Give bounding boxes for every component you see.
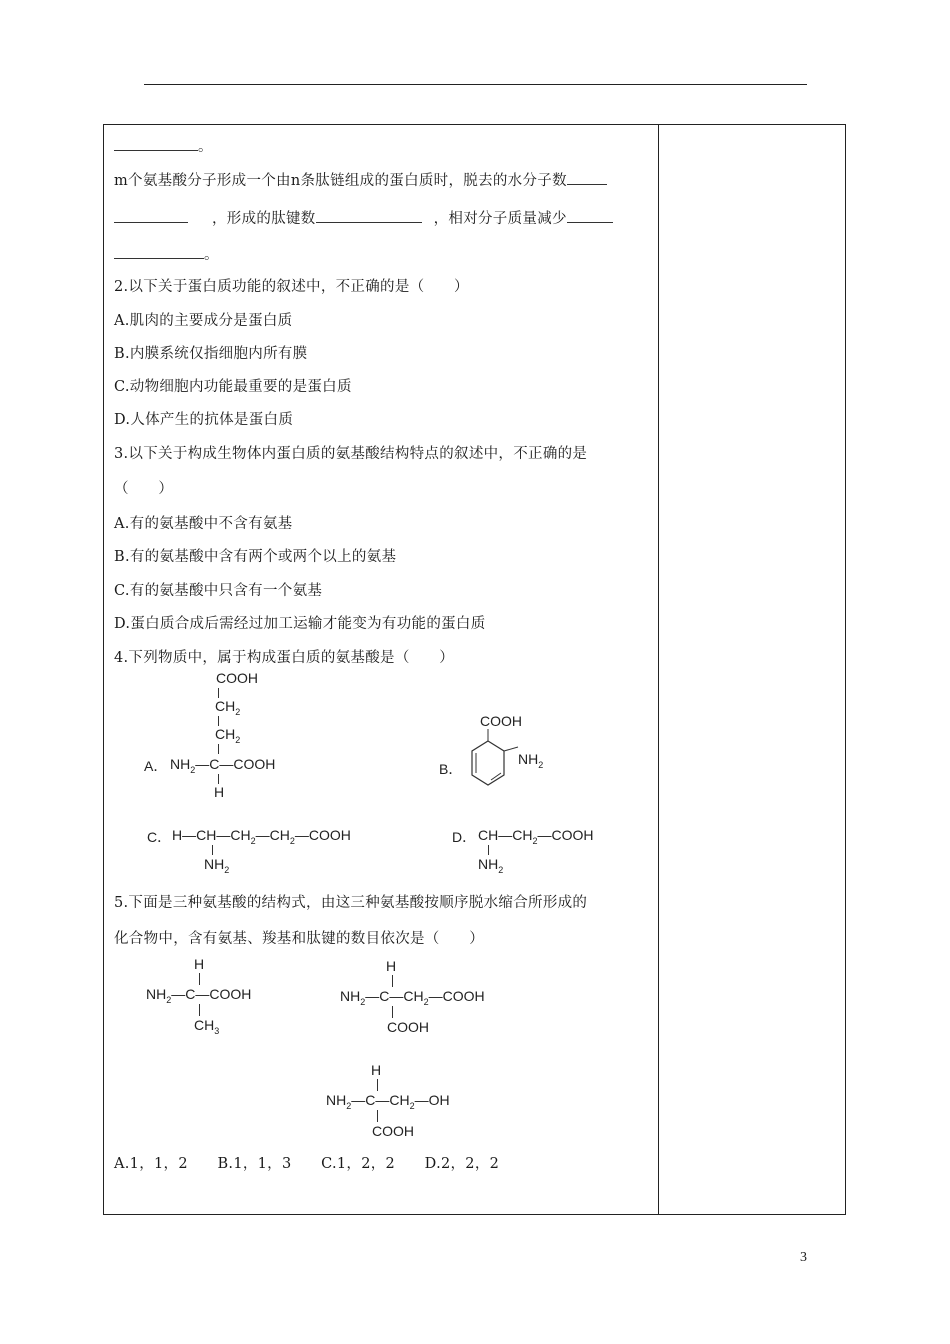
worksheet-table — [103, 124, 846, 1215]
struct-c-chain: $H—CH—CH_2—CH_2—COOH$ — [172, 827, 351, 846]
q2-option-a: A.肌肉的主要成分是蛋白质 — [114, 313, 293, 329]
bond — [377, 1079, 378, 1091]
aa2-main: $NH_2—C—CH_2—COOH$ — [340, 988, 485, 1007]
q2-stem: 2.以下关于蛋白质功能的叙述中，不正确的是（ ） — [114, 279, 469, 295]
struct-a-nh2: $NH_2—C—COOH$ — [170, 756, 276, 775]
struct-a-h: H — [214, 784, 225, 800]
q1-line4-end: 。 — [204, 247, 219, 263]
header-rule — [144, 84, 807, 85]
struct-a-ch2-upper: $CH_2$ — [215, 698, 241, 717]
aa2-h: H — [386, 958, 397, 974]
struct-a-ch2-lower: $CH_2$ — [215, 726, 241, 745]
q5-stem-cont: 化合物中，含有氨基、羧基和肽键的数目依次是（ ） — [114, 931, 484, 947]
answer-blank — [114, 136, 198, 151]
q1-line3 — [114, 207, 613, 228]
q1-line1 — [114, 135, 213, 156]
q1-line3-text-a: ，形成的肽键数 — [212, 211, 316, 227]
page-number: 3 — [800, 1250, 807, 1265]
answer-blank — [114, 208, 188, 223]
struct-b-nh2: $NH_2$ — [518, 751, 544, 770]
struct-c-label: C． — [147, 829, 172, 845]
aa3-h: H — [371, 1062, 382, 1078]
bond — [377, 1110, 378, 1122]
bond — [392, 975, 393, 987]
q3-option-d: D.蛋白质合成后需经过加工运输才能变为有功能的蛋白质 — [114, 616, 486, 632]
q1-line3-text-b: ，相对分子质量减少 — [433, 211, 567, 227]
q3-stem: 3.以下关于构成生物体内蛋白质的氨基酸结构特点的叙述中，不正确的是 — [114, 446, 588, 462]
q1-line4 — [114, 243, 219, 264]
bond — [212, 845, 213, 855]
column-divider — [658, 125, 659, 1214]
struct-a-label: A． — [144, 758, 168, 774]
answer-blank — [567, 208, 613, 223]
q1-line2-text: m个氨基酸分子形成一个由n条肽链组成的蛋白质时，脱去的水分子数 — [114, 173, 567, 189]
aa1-main: $NH_2—C—COOH$ — [146, 986, 252, 1005]
struct-d-nh2: $NH_2$ — [478, 856, 504, 875]
q3-option-a: A.有的氨基酸中不含有氨基 — [114, 516, 293, 532]
q5-answer-options: A.1，1，2 B.1，1，3 C.1，2，2 D.2，2，2 — [114, 1156, 500, 1172]
q3-stem-cont: （ ） — [114, 481, 174, 497]
aa3-main: $NH_2—C—CH_2—OH$ — [326, 1092, 450, 1111]
bond — [199, 1004, 200, 1016]
struct-d-label: D． — [452, 829, 477, 845]
q5-stem: 5.下面是三种氨基酸的结构式，由这三种氨基酸按顺序脱水缩合所形成的 — [114, 895, 588, 911]
q1-line2 — [114, 169, 607, 190]
answer-blank — [567, 170, 607, 185]
bond — [218, 716, 219, 726]
bond — [218, 744, 219, 754]
bond — [392, 1006, 393, 1018]
q2-option-c: C.动物细胞内功能最重要的是蛋白质 — [114, 379, 352, 395]
q2-option-b: B.内膜系统仅指细胞内所有膜 — [114, 346, 308, 362]
answer-blank — [114, 244, 204, 259]
struct-b-cooh: COOH — [480, 713, 522, 729]
struct-d-chain: $CH—CH_2—COOH$ — [478, 827, 594, 846]
aa1-h: H — [194, 956, 205, 972]
q4-stem: 4.下列物质中，属于构成蛋白质的氨基酸是（ ） — [114, 650, 455, 666]
q3-option-b: B.有的氨基酸中含有两个或两个以上的氨基 — [114, 549, 397, 565]
q2-option-d: D.人体产生的抗体是蛋白质 — [114, 412, 294, 428]
bond — [218, 774, 219, 784]
answer-blank — [316, 208, 422, 223]
q3-option-c: C.有的氨基酸中只含有一个氨基 — [114, 583, 323, 599]
aa1-bottom: $CH_3$ — [194, 1017, 220, 1036]
bond — [199, 973, 200, 985]
struct-b-label: B． — [439, 761, 463, 777]
struct-c-nh2: $NH_2$ — [204, 856, 230, 875]
aa2-bottom: COOH — [387, 1019, 429, 1035]
bond — [218, 688, 219, 698]
aa3-bottom: COOH — [372, 1123, 414, 1139]
bond — [488, 845, 489, 855]
struct-a-cooh-top: COOH — [216, 670, 258, 686]
q1-end-mark: 。 — [198, 139, 213, 155]
